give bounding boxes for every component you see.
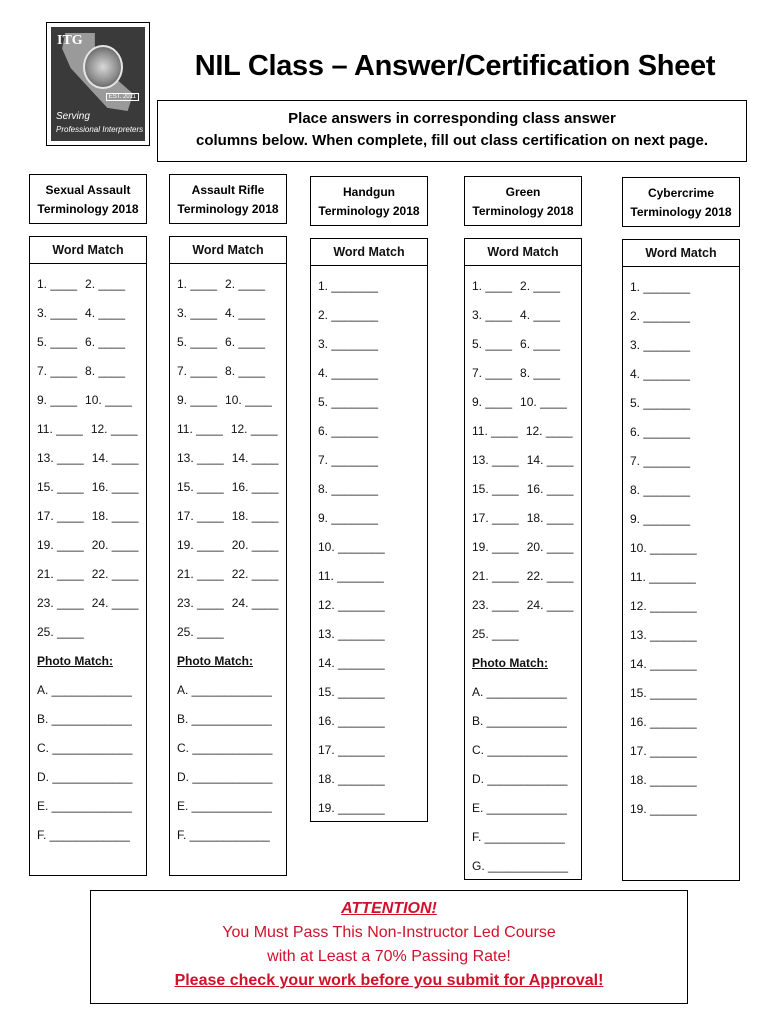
answer-blank[interactable]: 12. ____ [525, 424, 573, 438]
answer-blank[interactable]: 21. ____ [177, 567, 224, 581]
answer-row [318, 620, 427, 649]
answer-blank[interactable]: 5. _______ [318, 395, 379, 409]
answer-blank[interactable]: 3. ____ [37, 306, 78, 320]
answer-row [37, 502, 146, 531]
answer-row [177, 415, 286, 444]
photo-answer-blank[interactable]: E. ____________ [472, 801, 567, 815]
answer-blank[interactable]: 11. ____ [472, 424, 518, 438]
answer-row [630, 737, 739, 766]
answer-row [472, 591, 581, 620]
answer-blank[interactable]: 3. _______ [630, 338, 691, 352]
answer-row [472, 272, 581, 301]
answer-blank[interactable]: 2. ____ [520, 279, 561, 293]
column-header [310, 176, 428, 226]
photo-answer-blank[interactable]: B. ____________ [472, 714, 567, 728]
answer-blank[interactable]: 17. _______ [318, 743, 385, 757]
answer-row [37, 270, 146, 299]
photo-match-label: Photo Match: [177, 654, 253, 668]
answer-blank[interactable]: 3. ____ [472, 308, 513, 322]
answer-row [318, 736, 427, 765]
column-header [29, 174, 147, 224]
answer-row [177, 560, 286, 589]
answer-blank[interactable]: 17. _______ [630, 744, 697, 758]
photo-answer-blank[interactable]: D. ____________ [177, 770, 273, 784]
answer-blank[interactable]: 14. ____ [526, 453, 574, 467]
answer-blank[interactable]: 16. ____ [91, 480, 139, 494]
answer-blank[interactable]: 16. ____ [526, 482, 574, 496]
answer-row [177, 328, 286, 357]
answer-blank[interactable]: 22. ____ [91, 567, 139, 581]
column-header-line-1: Cybercrime [647, 186, 715, 200]
word-match-label: Word Match [465, 239, 581, 266]
answer-blank[interactable]: 9. _______ [318, 511, 379, 525]
answer-row [177, 444, 286, 473]
answer-row [37, 357, 146, 386]
answer-blank[interactable]: 12. ____ [90, 422, 138, 436]
answer-blank[interactable]: 7. ____ [472, 366, 513, 380]
answer-blank[interactable]: 22. ____ [231, 567, 279, 581]
photo-match-row [472, 649, 581, 678]
photo-answer-blank[interactable]: C. ____________ [177, 741, 273, 755]
answer-blank[interactable]: 11. ____ [37, 422, 83, 436]
answer-blank[interactable]: 25. ____ [472, 627, 519, 641]
answer-blank[interactable]: 6. _______ [630, 425, 691, 439]
answer-blank[interactable]: 14. _______ [630, 657, 697, 671]
answer-row [630, 418, 739, 447]
answer-blank[interactable]: 20. ____ [231, 538, 279, 552]
answer-blank[interactable]: 12. _______ [318, 598, 385, 612]
answer-blank[interactable]: 1. _______ [318, 279, 379, 293]
photo-answer-blank[interactable]: E. ____________ [37, 799, 132, 813]
answer-blank[interactable]: 6. ____ [225, 335, 266, 349]
answer-row [37, 386, 146, 415]
answer-blank[interactable]: 19. ____ [472, 540, 519, 554]
answer-row [472, 533, 581, 562]
answer-row [318, 678, 427, 707]
column-header-line-2: Terminology 2018 [177, 202, 279, 216]
photo-answer-blank[interactable]: F. ____________ [472, 830, 565, 844]
answer-blank[interactable]: 16. _______ [318, 714, 385, 728]
answer-row [630, 795, 739, 824]
photo-answer-blank[interactable]: E. ____________ [177, 799, 272, 813]
answer-row [37, 444, 146, 473]
column-header-line-1: Green [505, 185, 541, 199]
answer-blank[interactable]: 14. ____ [231, 451, 279, 465]
photo-answer-blank[interactable]: B. ____________ [37, 712, 132, 726]
answer-blank[interactable]: 17. ____ [177, 509, 224, 523]
attention-line-1: You Must Pass This Non-Instructor Led Course [222, 924, 556, 941]
answer-blank[interactable]: 10. _______ [318, 540, 385, 554]
photo-answer-blank[interactable]: D. ____________ [37, 770, 133, 784]
answer-row [37, 618, 146, 647]
answer-row [472, 562, 581, 591]
attention-line-3: Please check your work before you submit for Approval! [174, 972, 604, 989]
answer-blank[interactable]: 21. ____ [37, 567, 84, 581]
answer-blank[interactable]: 19. _______ [630, 802, 697, 816]
photo-answer-blank[interactable]: C. ____________ [472, 743, 568, 757]
answer-blank[interactable]: 8. ____ [520, 366, 561, 380]
answer-blank[interactable]: 5. ____ [177, 335, 218, 349]
answer-blank[interactable]: 1. ____ [472, 279, 513, 293]
answer-row [177, 357, 286, 386]
answer-blank[interactable]: 2. ____ [85, 277, 126, 291]
answer-row [630, 679, 739, 708]
answer-row [630, 708, 739, 737]
answer-blank[interactable]: 1. ____ [37, 277, 78, 291]
column-header [169, 174, 287, 224]
answer-column [29, 236, 147, 876]
answer-blank[interactable]: 22. ____ [526, 569, 574, 583]
instructions-line-2: columns below. When complete, fill out class certification on next page. [195, 132, 709, 149]
answer-blank[interactable]: 11. _______ [318, 569, 384, 583]
page-title: NIL Class – Answer/Certification Sheet [194, 50, 716, 82]
answer-blank[interactable]: 24. ____ [526, 598, 574, 612]
answer-row [630, 389, 739, 418]
answer-blank[interactable]: 8. _______ [318, 482, 379, 496]
answer-blank[interactable]: 7. _______ [318, 453, 379, 467]
answer-blank[interactable]: 5. ____ [37, 335, 78, 349]
answer-blank[interactable]: 5. ____ [472, 337, 513, 351]
answer-row [37, 473, 146, 502]
answer-blank[interactable]: 3. _______ [318, 337, 379, 351]
answer-blank[interactable]: 10. ____ [520, 395, 567, 409]
answer-blank[interactable]: 18. ____ [231, 509, 279, 523]
answer-row [472, 301, 581, 330]
answer-row [318, 794, 427, 823]
column-header [622, 177, 740, 227]
answer-row [318, 649, 427, 678]
answer-blank[interactable]: 13. _______ [318, 627, 385, 641]
answer-blank[interactable]: 16. _______ [630, 715, 697, 729]
answer-blank[interactable]: 25. ____ [37, 625, 84, 639]
answer-row [318, 388, 427, 417]
answer-blank[interactable]: 9. ____ [472, 395, 513, 409]
answer-blank[interactable]: 23. ____ [177, 596, 224, 610]
answer-blank[interactable]: 23. ____ [37, 596, 84, 610]
answer-blank[interactable]: 15. ____ [37, 480, 84, 494]
answer-blank[interactable]: 2. _______ [318, 308, 379, 322]
answer-blank[interactable]: 2. ____ [225, 277, 266, 291]
answer-row [37, 328, 146, 357]
answer-row [177, 531, 286, 560]
word-match-label: Word Match [30, 237, 146, 264]
answer-blank[interactable]: 11. _______ [630, 570, 696, 584]
answer-blank[interactable]: 20. ____ [91, 538, 139, 552]
word-match-label: Word Match [170, 237, 286, 264]
answer-blank[interactable]: 11. ____ [177, 422, 223, 436]
answer-blank[interactable]: 9. ____ [177, 393, 218, 407]
answer-blank[interactable]: 10. ____ [225, 393, 272, 407]
answer-blank[interactable]: 6. ____ [520, 337, 561, 351]
logo-tagline-1: Serving [56, 111, 90, 122]
attention-heading: ATTENTION! [341, 900, 437, 917]
answer-blank[interactable]: 10. ____ [85, 393, 132, 407]
answer-blank[interactable]: 24. ____ [231, 596, 279, 610]
answer-row [37, 560, 146, 589]
answer-blank[interactable]: 15. ____ [472, 482, 519, 496]
answer-blank[interactable]: 13. ____ [37, 451, 84, 465]
answer-row [177, 502, 286, 531]
photo-match-label: Photo Match: [37, 654, 113, 668]
answer-blank[interactable]: 1. ____ [177, 277, 218, 291]
answer-row [318, 707, 427, 736]
photo-answer-blank[interactable]: F. ____________ [37, 828, 130, 842]
answer-row [318, 504, 427, 533]
answer-blank[interactable]: 9. _______ [630, 512, 691, 526]
answer-blank[interactable]: 13. _______ [630, 628, 697, 642]
instructions-line-1: Place answers in corresponding class answer [288, 110, 616, 127]
answer-blank[interactable]: 10. _______ [630, 541, 697, 555]
answer-blank[interactable]: 18. ____ [91, 509, 139, 523]
answer-blank[interactable]: 15. _______ [630, 686, 697, 700]
answer-row [318, 330, 427, 359]
logo-abbrev: ITG [57, 33, 83, 48]
answer-blank[interactable]: 7. _______ [630, 454, 691, 468]
answer-column [169, 236, 287, 876]
answer-blank[interactable]: 17. ____ [37, 509, 84, 523]
answer-blank[interactable]: 7. ____ [177, 364, 218, 378]
answer-row [37, 299, 146, 328]
answer-row [318, 533, 427, 562]
answer-row [472, 417, 581, 446]
answer-row [37, 531, 146, 560]
answer-column [622, 239, 740, 881]
seal-icon [83, 45, 123, 89]
answer-blank[interactable]: 1. _______ [630, 280, 691, 294]
photo-match-row [177, 647, 286, 676]
answer-row [318, 475, 427, 504]
answer-row [177, 589, 286, 618]
answer-blank[interactable]: 19. ____ [37, 538, 84, 552]
photo-answer-blank[interactable]: F. ____________ [177, 828, 270, 842]
answer-blank[interactable]: 18. _______ [318, 772, 385, 786]
column-header-line-2: Terminology 2018 [37, 202, 139, 216]
answer-blank[interactable]: 5. _______ [630, 396, 691, 410]
answer-row [630, 505, 739, 534]
answer-blank[interactable]: 4. _______ [630, 367, 691, 381]
answer-row [318, 301, 427, 330]
answer-row [472, 330, 581, 359]
answer-column [310, 238, 428, 822]
answer-blank[interactable]: 6. ____ [85, 335, 126, 349]
word-match-label: Word Match [623, 240, 739, 267]
instructions-box [157, 100, 747, 162]
answer-blank[interactable]: 15. _______ [318, 685, 385, 699]
word-match-label: Word Match [311, 239, 427, 266]
photo-answer-blank[interactable]: G. ____________ [472, 859, 569, 873]
answer-row [318, 446, 427, 475]
answer-row [37, 415, 146, 444]
answer-row [318, 765, 427, 794]
answer-blank[interactable]: 3. ____ [177, 306, 218, 320]
answer-blank[interactable]: 9. ____ [37, 393, 78, 407]
column-header-line-1: Assault Rifle [191, 183, 265, 197]
answer-blank[interactable]: 4. ____ [520, 308, 561, 322]
answer-row [318, 591, 427, 620]
answer-blank[interactable]: 20. ____ [526, 540, 574, 554]
answer-row [472, 359, 581, 388]
answer-blank[interactable]: 24. ____ [91, 596, 139, 610]
photo-answer-blank[interactable]: A. ____________ [37, 683, 132, 697]
answer-row [318, 359, 427, 388]
answer-row [177, 299, 286, 328]
answer-row [630, 592, 739, 621]
answer-blank[interactable]: 12. _______ [630, 599, 697, 613]
answer-blank[interactable]: 17. ____ [472, 511, 519, 525]
answer-blank[interactable]: 25. ____ [177, 625, 224, 639]
answer-row [630, 476, 739, 505]
answer-row [177, 270, 286, 299]
answer-blank[interactable]: 19. _______ [318, 801, 385, 815]
photo-answer-blank[interactable]: A. ____________ [472, 685, 567, 699]
answer-blank[interactable]: 19. ____ [177, 538, 224, 552]
column-header-line-2: Terminology 2018 [630, 205, 732, 219]
answer-row [630, 331, 739, 360]
answer-row [318, 562, 427, 591]
photo-answer-blank[interactable]: C. ____________ [37, 741, 133, 755]
answer-column [464, 238, 582, 880]
answer-blank[interactable]: 13. ____ [177, 451, 224, 465]
answer-row [630, 766, 739, 795]
answer-blank[interactable]: 23. ____ [472, 598, 519, 612]
column-header-line-2: Terminology 2018 [318, 204, 420, 218]
logo-tagline-2: Professional Interpreters [56, 125, 144, 134]
answer-blank[interactable]: 15. ____ [177, 480, 224, 494]
answer-row [177, 386, 286, 415]
answer-row [630, 360, 739, 389]
column-header-line-2: Terminology 2018 [472, 204, 574, 218]
answer-blank[interactable]: 4. ____ [85, 306, 126, 320]
answer-blank[interactable]: 12. ____ [230, 422, 278, 436]
answer-row [630, 621, 739, 650]
answer-row [472, 388, 581, 417]
answer-blank[interactable]: 4. ____ [225, 306, 266, 320]
answer-row [472, 620, 581, 649]
answer-blank[interactable]: 14. _______ [318, 656, 385, 670]
answer-blank[interactable]: 8. _______ [630, 483, 691, 497]
answer-row [472, 504, 581, 533]
answer-blank[interactable]: 8. ____ [225, 364, 266, 378]
answer-row [177, 618, 286, 647]
photo-answer-blank[interactable]: B. ____________ [177, 712, 272, 726]
answer-row [177, 473, 286, 502]
column-header-line-1: Sexual Assault [45, 183, 131, 197]
answer-row [630, 273, 739, 302]
answer-blank[interactable]: 6. _______ [318, 424, 379, 438]
column-header-line-1: Handgun [343, 185, 395, 199]
answer-blank[interactable]: 13. ____ [472, 453, 519, 467]
answer-row [318, 417, 427, 446]
answer-row [630, 534, 739, 563]
itg-logo [46, 22, 150, 146]
answer-row [630, 302, 739, 331]
answer-row [472, 475, 581, 504]
answer-row [630, 447, 739, 476]
attention-line-2: with at Least a 70% Passing Rate! [267, 948, 511, 965]
answer-row [630, 650, 739, 679]
answer-row [472, 446, 581, 475]
answer-row [37, 589, 146, 618]
answer-blank[interactable]: 21. ____ [472, 569, 519, 583]
answer-blank[interactable]: 14. ____ [91, 451, 139, 465]
logo-est: EST. 2011 [106, 93, 139, 101]
answer-row [318, 272, 427, 301]
answer-blank[interactable]: 2. _______ [630, 309, 691, 323]
photo-match-label: Photo Match: [472, 656, 548, 670]
photo-match-row [37, 647, 146, 676]
answer-blank[interactable]: 7. ____ [37, 364, 78, 378]
photo-answer-blank[interactable]: D. ____________ [472, 772, 568, 786]
attention-box [90, 890, 688, 1004]
answer-blank[interactable]: 4. _______ [318, 366, 379, 380]
photo-answer-blank[interactable]: A. ____________ [177, 683, 272, 697]
answer-blank[interactable]: 18. ____ [526, 511, 574, 525]
column-header [464, 176, 582, 226]
answer-blank[interactable]: 8. ____ [85, 364, 126, 378]
answer-row [630, 563, 739, 592]
answer-blank[interactable]: 16. ____ [231, 480, 279, 494]
answer-blank[interactable]: 18. _______ [630, 773, 697, 787]
